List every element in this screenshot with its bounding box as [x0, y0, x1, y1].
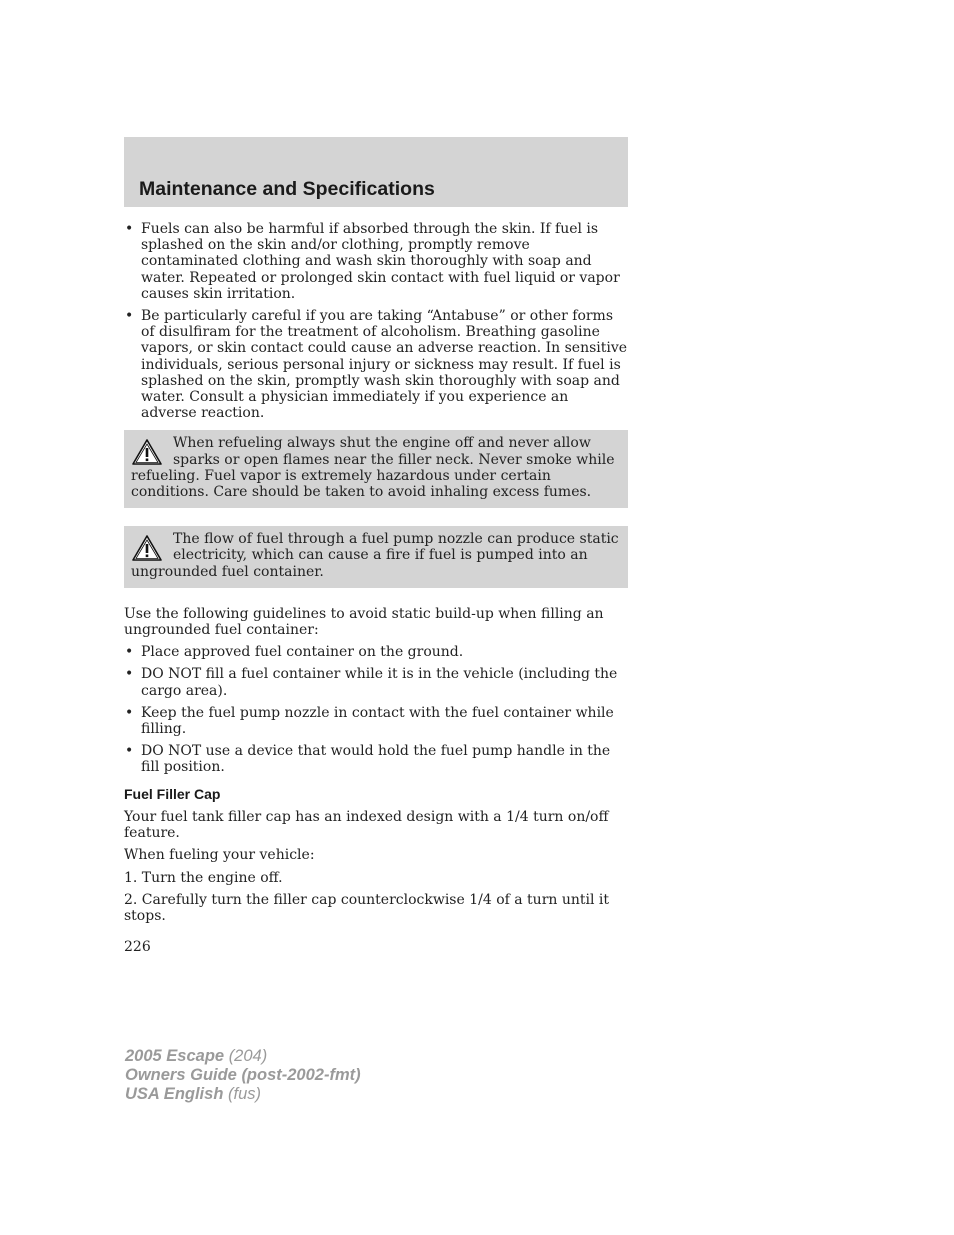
- warning-box: [124, 526, 628, 588]
- list-item: • Be particularly careful if you are taking “Antabuse” or other forms of disulfiram for the treatment of alcoholism. Breathing gasoline vapors, or skin contact could cause an adverse reaction. In sensitive individuals, serious personal injury or sickness may result. If fuel is splashed on the skin, promptly wash skin thoroughly with soap and water. Consult a physician immediately if you experience an adverse reaction.: [124, 308, 628, 421]
- warning-triangle-icon: [131, 534, 163, 562]
- paragraph: Your fuel tank filler cap has an indexed design with a 1/4 turn on/off feature.: [124, 808, 609, 842]
- footer-line-guide: Owners Guide (post-2002-fmt): [125, 1066, 361, 1084]
- list-item: • DO NOT fill a fuel container while it is in the vehicle (including the cargo area).: [124, 666, 628, 698]
- warning-triangle-icon: [131, 438, 163, 466]
- document-footer: [125, 1047, 361, 1104]
- footer-line-model: 2005 Escape (204): [125, 1047, 268, 1065]
- paragraph: 2. Carefully turn the filler cap counterclockwise 1/4 of a turn until it stops.: [124, 891, 610, 924]
- paragraph: When fueling your vehicle:: [124, 847, 315, 864]
- warning-box: [124, 430, 628, 508]
- list-item: • DO NOT use a device that would hold the fuel pump handle in the fill position.: [124, 743, 628, 775]
- page-content: [124, 221, 628, 955]
- list-item: • Fuels can also be harmful if absorbed through the skin. If fuel is splashed on the skin and/or clothing, promptly remove contaminated clothing and wash skin thoroughly with soap and water. Repeated or prolonged skin contact with fuel liquid or vapor causes skin irritation.: [124, 221, 628, 302]
- section-header-band: [124, 137, 628, 207]
- subsection-title: Fuel Filler Cap: [124, 785, 221, 802]
- warning-text: The flow of fuel through a fuel pump nozzle can produce static electricity, which can cause a fire if fuel is pumped into an ungrounded fuel container.: [131, 531, 619, 580]
- guidelines-intro: Use the following guidelines to avoid static build-up when filling an ungrounded fuel container:: [124, 605, 604, 639]
- warning-text: When refueling always shut the engine off and never allow sparks or open flames near the filler neck. Never smoke while refueling. Fuel vapor is extremely hazardous under certain conditions. Care should be taken to avoid inhaling excess fumes.: [131, 435, 615, 501]
- page-number: 226: [124, 939, 151, 956]
- list-item: • Keep the fuel pump nozzle in contact with the fuel container while filling.: [124, 705, 628, 737]
- section-title: Maintenance and Specifications: [139, 178, 435, 200]
- footer-line-language: USA English (fus): [125, 1085, 261, 1103]
- paragraph: 1. Turn the engine off.: [124, 869, 283, 886]
- list-item: • Place approved fuel container on the ground.: [124, 644, 628, 660]
